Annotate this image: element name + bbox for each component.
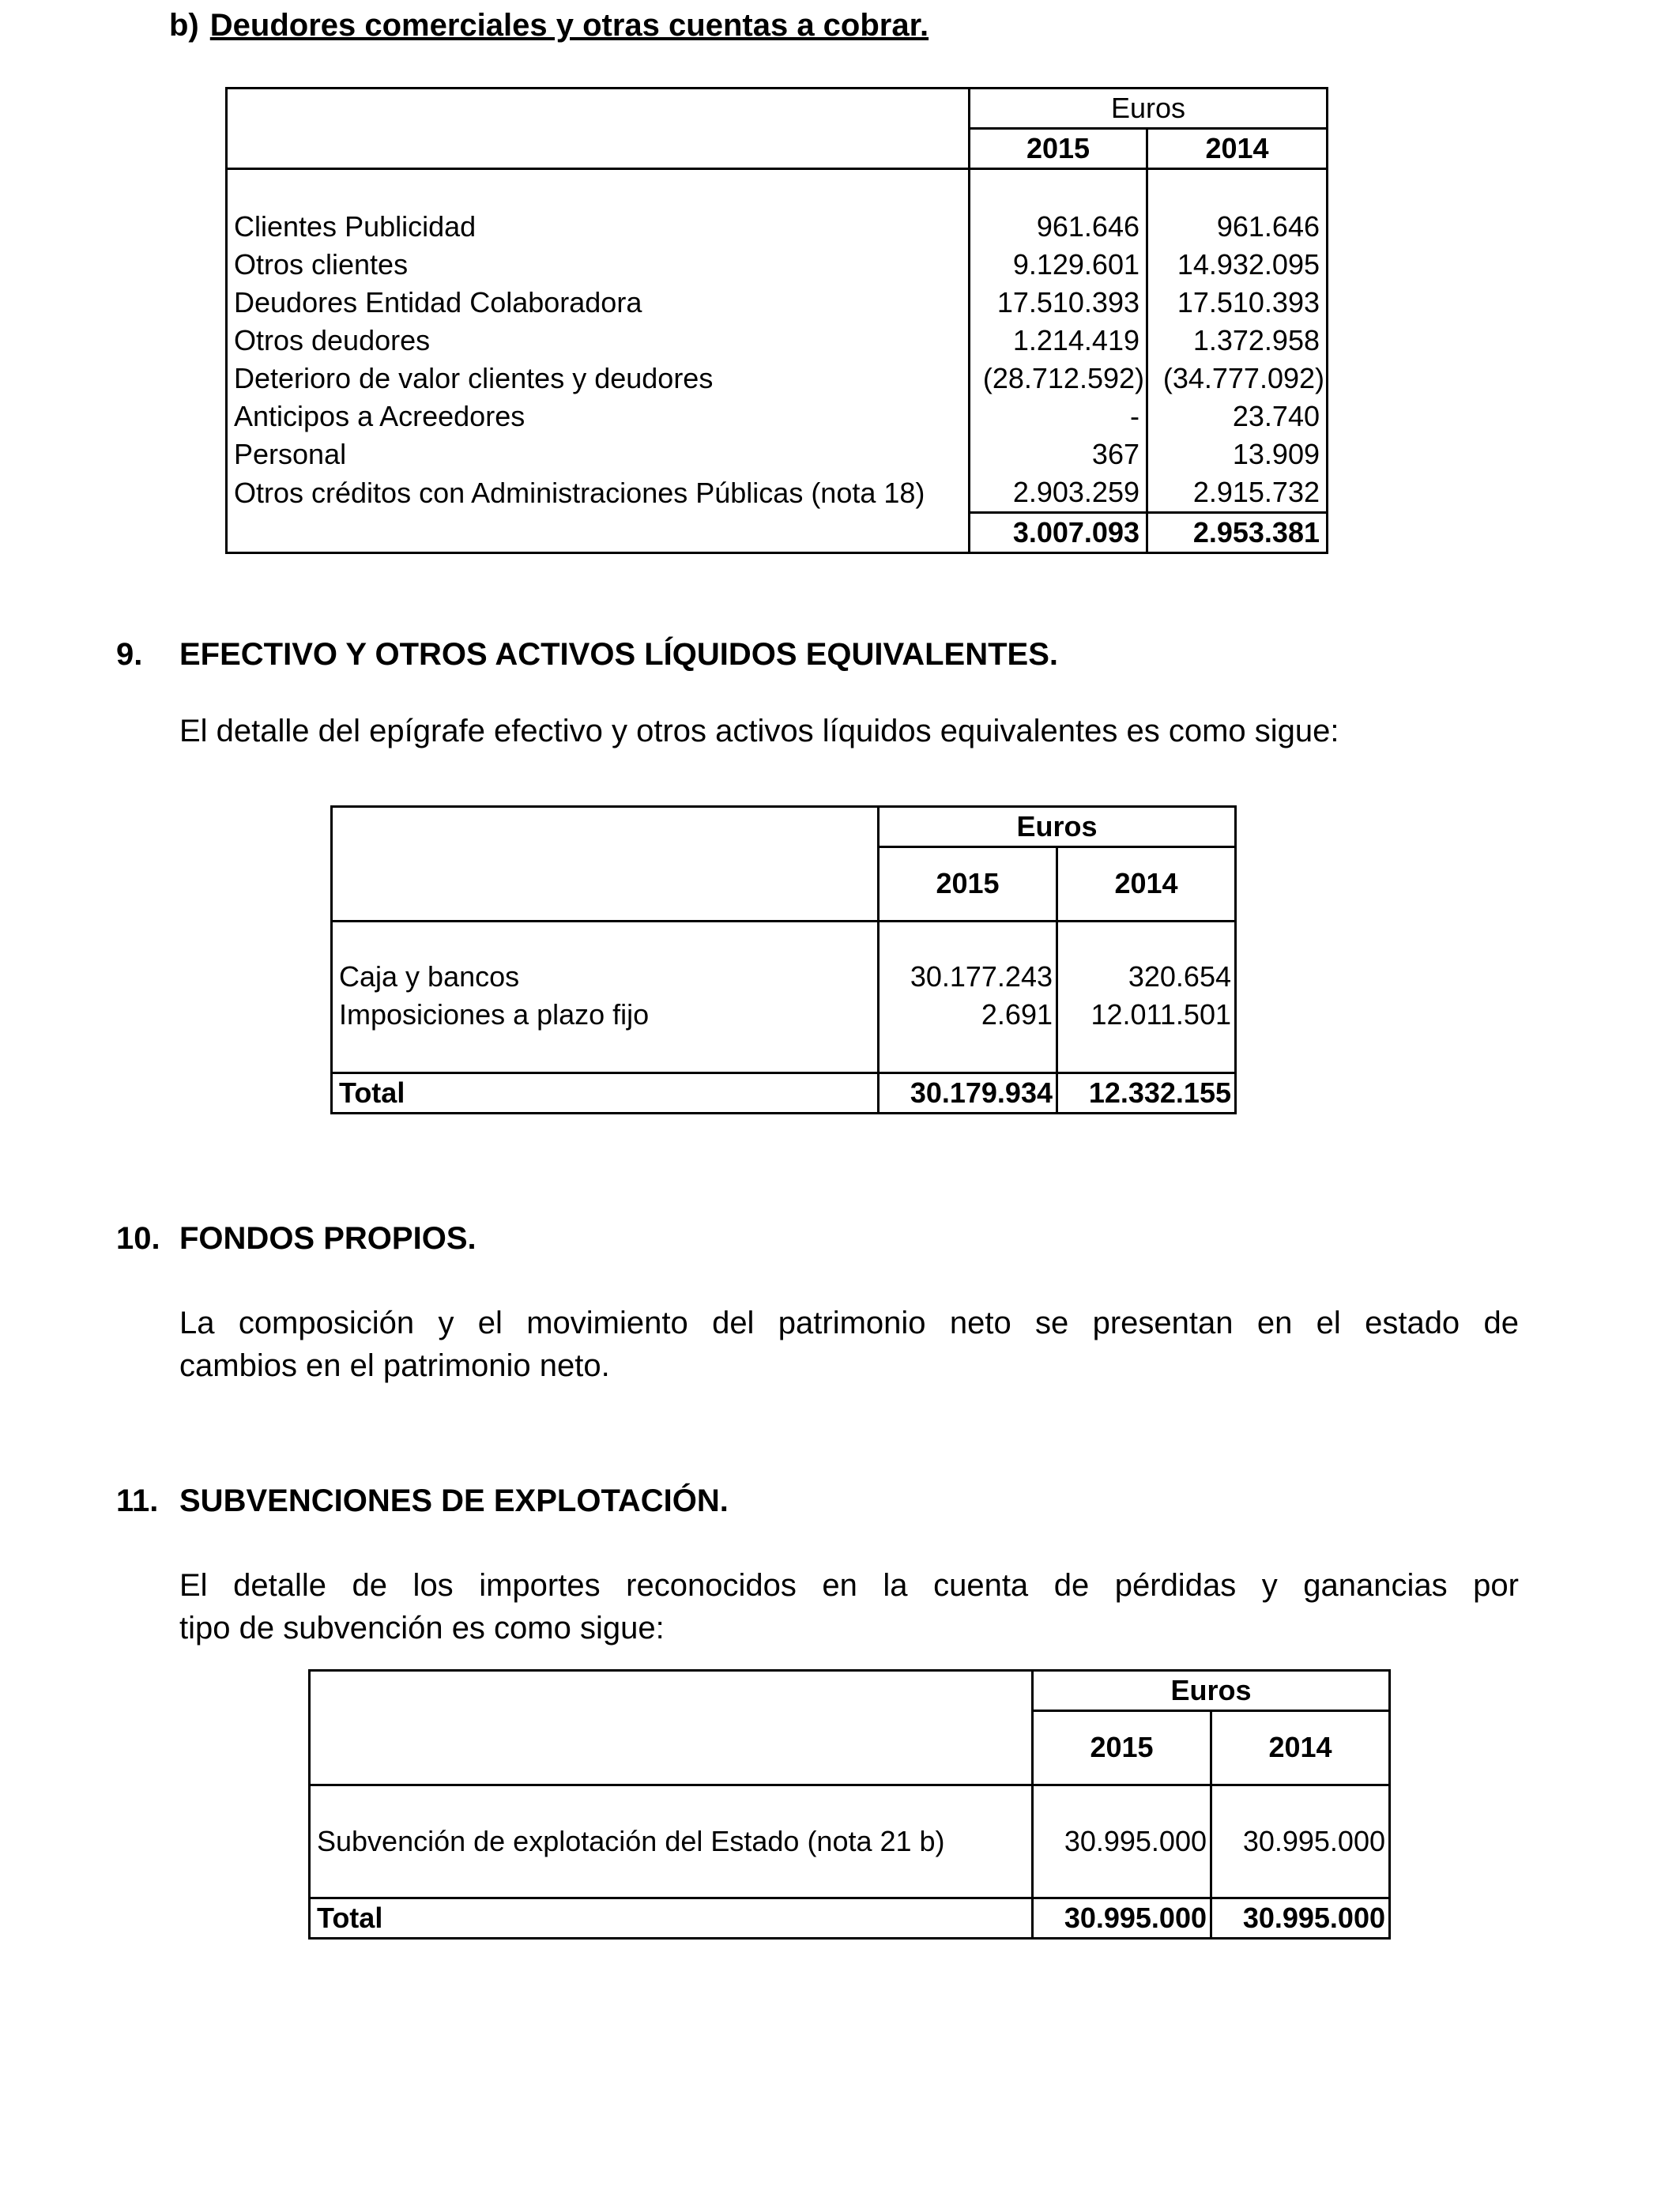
value-2015: 2.691 (879, 996, 1057, 1034)
year-2015-header: 2015 (879, 847, 1057, 922)
table-row (227, 398, 1328, 435)
value-2015: 9.129.601 (970, 246, 1147, 284)
value-2014: 13.909 (1147, 435, 1328, 473)
row-label: Otros deudores (234, 324, 431, 356)
value-2014: 320.654 (1057, 958, 1236, 996)
row-label: Personal (234, 438, 347, 470)
efectivo-table (330, 805, 1237, 1114)
total-row (227, 513, 1328, 553)
value-2014: 14.932.095 (1147, 246, 1328, 284)
spacer-cell (879, 921, 1057, 958)
subsection-heading (169, 8, 929, 43)
paragraph-line: tipo de subvención es como sigue: (179, 1611, 665, 1646)
section-10-paragraph (179, 1302, 1519, 1387)
table-row (227, 322, 1328, 360)
euros-header: Euros (879, 807, 1236, 847)
header-empty-cell (332, 807, 879, 847)
value-2015: (28.712.592) (970, 360, 1147, 398)
section-title: FONDOS PROPIOS. (179, 1221, 477, 1256)
row-label: Imposiciones a plazo fijo (339, 997, 650, 1031)
value-2015: 2.903.259 (970, 473, 1147, 513)
spacer-cell (332, 921, 879, 958)
value-2015: 30.995.000 (1033, 1785, 1211, 1898)
spacer-cell (332, 1034, 879, 1073)
header-empty-cell (332, 847, 879, 922)
value-2014: 30.995.000 (1211, 1785, 1390, 1898)
header-empty-cell (310, 1671, 1033, 1711)
value-2015: 961.646 (970, 208, 1147, 246)
spacer-cell (970, 169, 1147, 209)
section-title: SUBVENCIONES DE EXPLOTACIÓN. (179, 1483, 729, 1518)
row-label: Otros créditos con Administraciones Públicas (nota 18) (234, 476, 925, 509)
table-row (227, 208, 1328, 246)
year-2015-header: 2015 (1033, 1711, 1211, 1785)
row-label: Otros clientes (234, 248, 409, 281)
table-row (227, 360, 1328, 398)
table-row (227, 246, 1328, 284)
section-9-paragraph (179, 710, 1523, 752)
deudores-table (225, 87, 1328, 554)
value-2014: 2.915.732 (1147, 473, 1328, 513)
spacer-cell (1147, 169, 1328, 209)
spacer-cell (1057, 1034, 1236, 1073)
subsection-title: Deudores comerciales y otras cuentas a cobrar. (209, 8, 929, 43)
header-empty-cell (227, 129, 970, 169)
value-2014: (34.777.092) (1147, 360, 1328, 398)
table-row (227, 284, 1328, 322)
table-row (332, 958, 1236, 996)
section-9-heading (116, 637, 1539, 677)
subvenciones-table (308, 1669, 1391, 1940)
year-2015-header: 2015 (970, 129, 1147, 169)
total-label-empty (227, 513, 970, 553)
spacer-cell (1057, 921, 1236, 958)
year-2014-header: 2014 (1211, 1711, 1390, 1785)
euros-header: Euros (1033, 1671, 1390, 1711)
paragraph-text: El detalle del epígrafe efectivo y otros activos líquidos equivalentes es como sigue: (179, 714, 1339, 748)
section-number: 9. (116, 637, 143, 672)
table-row (227, 473, 1328, 513)
section-10-heading (116, 1221, 1539, 1261)
value-2015: 30.177.243 (879, 958, 1057, 996)
total-2015: 3.007.093 (970, 513, 1147, 553)
value-2014: 1.372.958 (1147, 322, 1328, 360)
spacer-cell (227, 169, 970, 209)
total-row (332, 1072, 1236, 1113)
table-row (310, 1785, 1390, 1898)
subsection-marker: b) (169, 8, 199, 43)
total-2014: 2.953.381 (1147, 513, 1328, 553)
row-label: Caja y bancos (339, 959, 520, 993)
table-row (227, 435, 1328, 473)
total-label: Total (310, 1898, 1033, 1938)
row-label: Clientes Publicidad (234, 210, 477, 243)
value-2014: 12.011.501 (1057, 996, 1236, 1034)
row-label: Deterioro de valor clientes y deudores (234, 362, 714, 394)
row-label: Anticipos a Acreedores (234, 400, 525, 432)
value-2015: 367 (970, 435, 1147, 473)
section-11-heading (116, 1483, 1539, 1523)
value-2014: 961.646 (1147, 208, 1328, 246)
value-2015: - (970, 398, 1147, 435)
spacer-cell (879, 1034, 1057, 1073)
euros-header: Euros (970, 89, 1328, 129)
total-row (310, 1898, 1390, 1938)
header-empty-cell (310, 1711, 1033, 1785)
header-empty-cell (227, 89, 970, 129)
row-label: Deudores Entidad Colaboradora (234, 286, 642, 319)
paragraph-line: cambios en el patrimonio neto. (179, 1348, 610, 1383)
total-2014: 12.332.155 (1057, 1072, 1236, 1113)
value-2015: 1.214.419 (970, 322, 1147, 360)
value-2014: 17.510.393 (1147, 284, 1328, 322)
row-label: Subvención de explotación del Estado (nota 21 b) (317, 1824, 945, 1857)
year-2014-header: 2014 (1057, 847, 1236, 922)
total-2015: 30.179.934 (879, 1072, 1057, 1113)
total-2014: 30.995.000 (1211, 1898, 1390, 1938)
value-2015: 17.510.393 (970, 284, 1147, 322)
paragraph-line: La composición y el movimiento del patrimonio neto se presentan en el estado de (179, 1306, 1519, 1340)
section-number: 10. (116, 1221, 160, 1256)
table-row (332, 996, 1236, 1034)
section-11-paragraph (179, 1564, 1519, 1649)
total-label: Total (332, 1072, 879, 1113)
section-number: 11. (116, 1483, 159, 1518)
paragraph-line: El detalle de los importes reconocidos en la cuenta de pérdidas y ganancias por (179, 1568, 1519, 1603)
value-2014: 23.740 (1147, 398, 1328, 435)
year-2014-header: 2014 (1147, 129, 1328, 169)
total-2015: 30.995.000 (1033, 1898, 1211, 1938)
section-title: EFECTIVO Y OTROS ACTIVOS LÍQUIDOS EQUIVALENTES. (179, 637, 1058, 672)
